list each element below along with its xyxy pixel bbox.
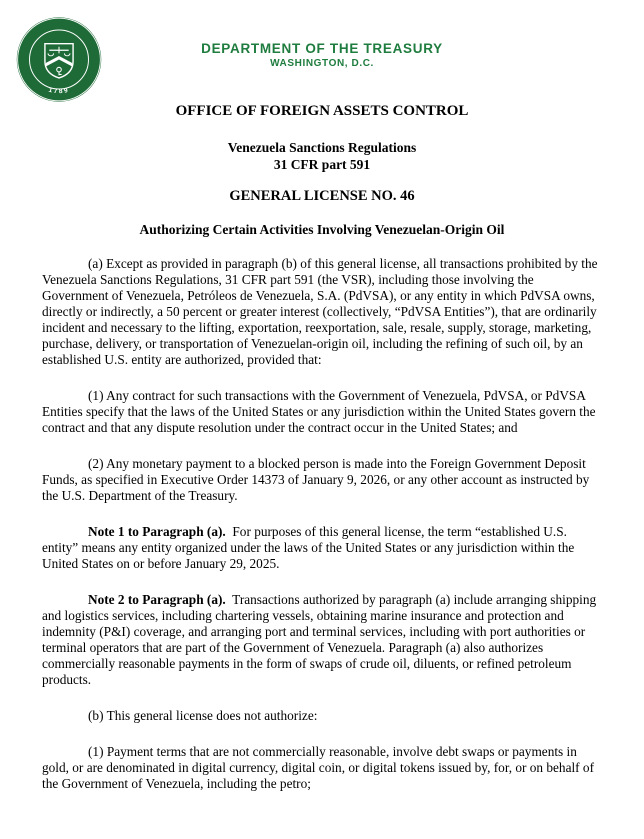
title-license-number: GENERAL LICENSE NO. 46 [229,188,415,204]
title-regulation-name: Venezuela Sanctions Regulations [227,140,417,155]
title-subject: Authorizing Certain Activities Involving Venezuelan-Origin Oil [139,222,505,237]
seal-year-text: 1789 [47,86,71,96]
document-body [42,103,602,792]
title-regulation-block [42,139,602,173]
paragraph-b: (b) This general license does not authorize: [88,708,318,723]
note-1-text: For purposes of this general license, the term “established U.S. entity” means any entity organized under the laws of the United States or any jurisdiction within the United States on or before January 29, 2025. [42,524,578,571]
letterhead-city: WASHINGTON, D.C. [270,58,374,69]
svg-text:THE DEPARTMENT OF THE TREASURY [18,102,99,104]
paragraph-a1: (1) Any contract for such transactions with the Government of Venezuela, PdVSA, or PdVSA Entities specify that the laws of the United States or any jurisdiction within the United States govern the contract and that any dispute resolution under the contract occur in the United States; and [42,388,599,435]
title-office: OFFICE OF FOREIGN ASSETS CONTROL [175,103,469,119]
paragraph-a2: (2) Any monetary payment to a blocked person is made into the Foreign Government Deposit Funds, as specified in Executive Order 14373 of January 9, 2026, or any other account as instructed by the U.S. Department of the Treasury. [42,456,593,503]
paragraph-b1: (1) Payment terms that are not commercially reasonable, involve debt swaps or payments in gold, or are denominated in digital currency, digital coin, or digital tokens issued by, for, or on behalf of the Government of Venezuela, including the petro; [42,744,598,791]
treasury-seal-icon [15,15,103,104]
note-1-label: Note 1 to Paragraph (a). [88,524,226,539]
title-regulation-cfr: 31 CFR part 591 [273,157,371,172]
note-2 [42,592,602,688]
note-2-label: Note 2 to Paragraph (a). [88,592,226,607]
seal-ring-text [18,102,99,104]
paragraph-a: (a) Except as provided in paragraph (b) of this general license, all transactions prohibited by the Venezuela Sanctions Regulations, 31 CFR part 591 (the VSR), including those involving the Government of Venezuela, Petróleos de Venezuela, S.A. (PdVSA), or any entity in which PdVSA owns, directly or indirectly, a 50 percent or greater interest (collectively, “PdVSA Entities”), that are ordinarily incident and necessary to the lifting, exportation, reexportation, sale, resale, supply, storage, marketing, purchase, delivery, or transportation of Venezuelan-origin oil, including the refining of such oil, by an established U.S. entity are authorized, provided that: [42,256,601,367]
note-2-text: Transactions authorized by paragraph (a) include arranging shipping and logistics services, including chartering vessels, obtaining marine insurance and protection and indemnity (P&I) coverage, and arranging port and terminal services, including with port authorities or terminal operators that are part of the Government of Venezuela. Paragraph (a) also authorizes commercially reasonable payments in the form of swaps of crude oil, diluents, or refined petroleum products. [42,592,600,687]
note-1 [42,524,602,572]
letterhead-department: DEPARTMENT OF THE TREASURY [201,41,443,56]
treasury-seal [15,15,103,104]
